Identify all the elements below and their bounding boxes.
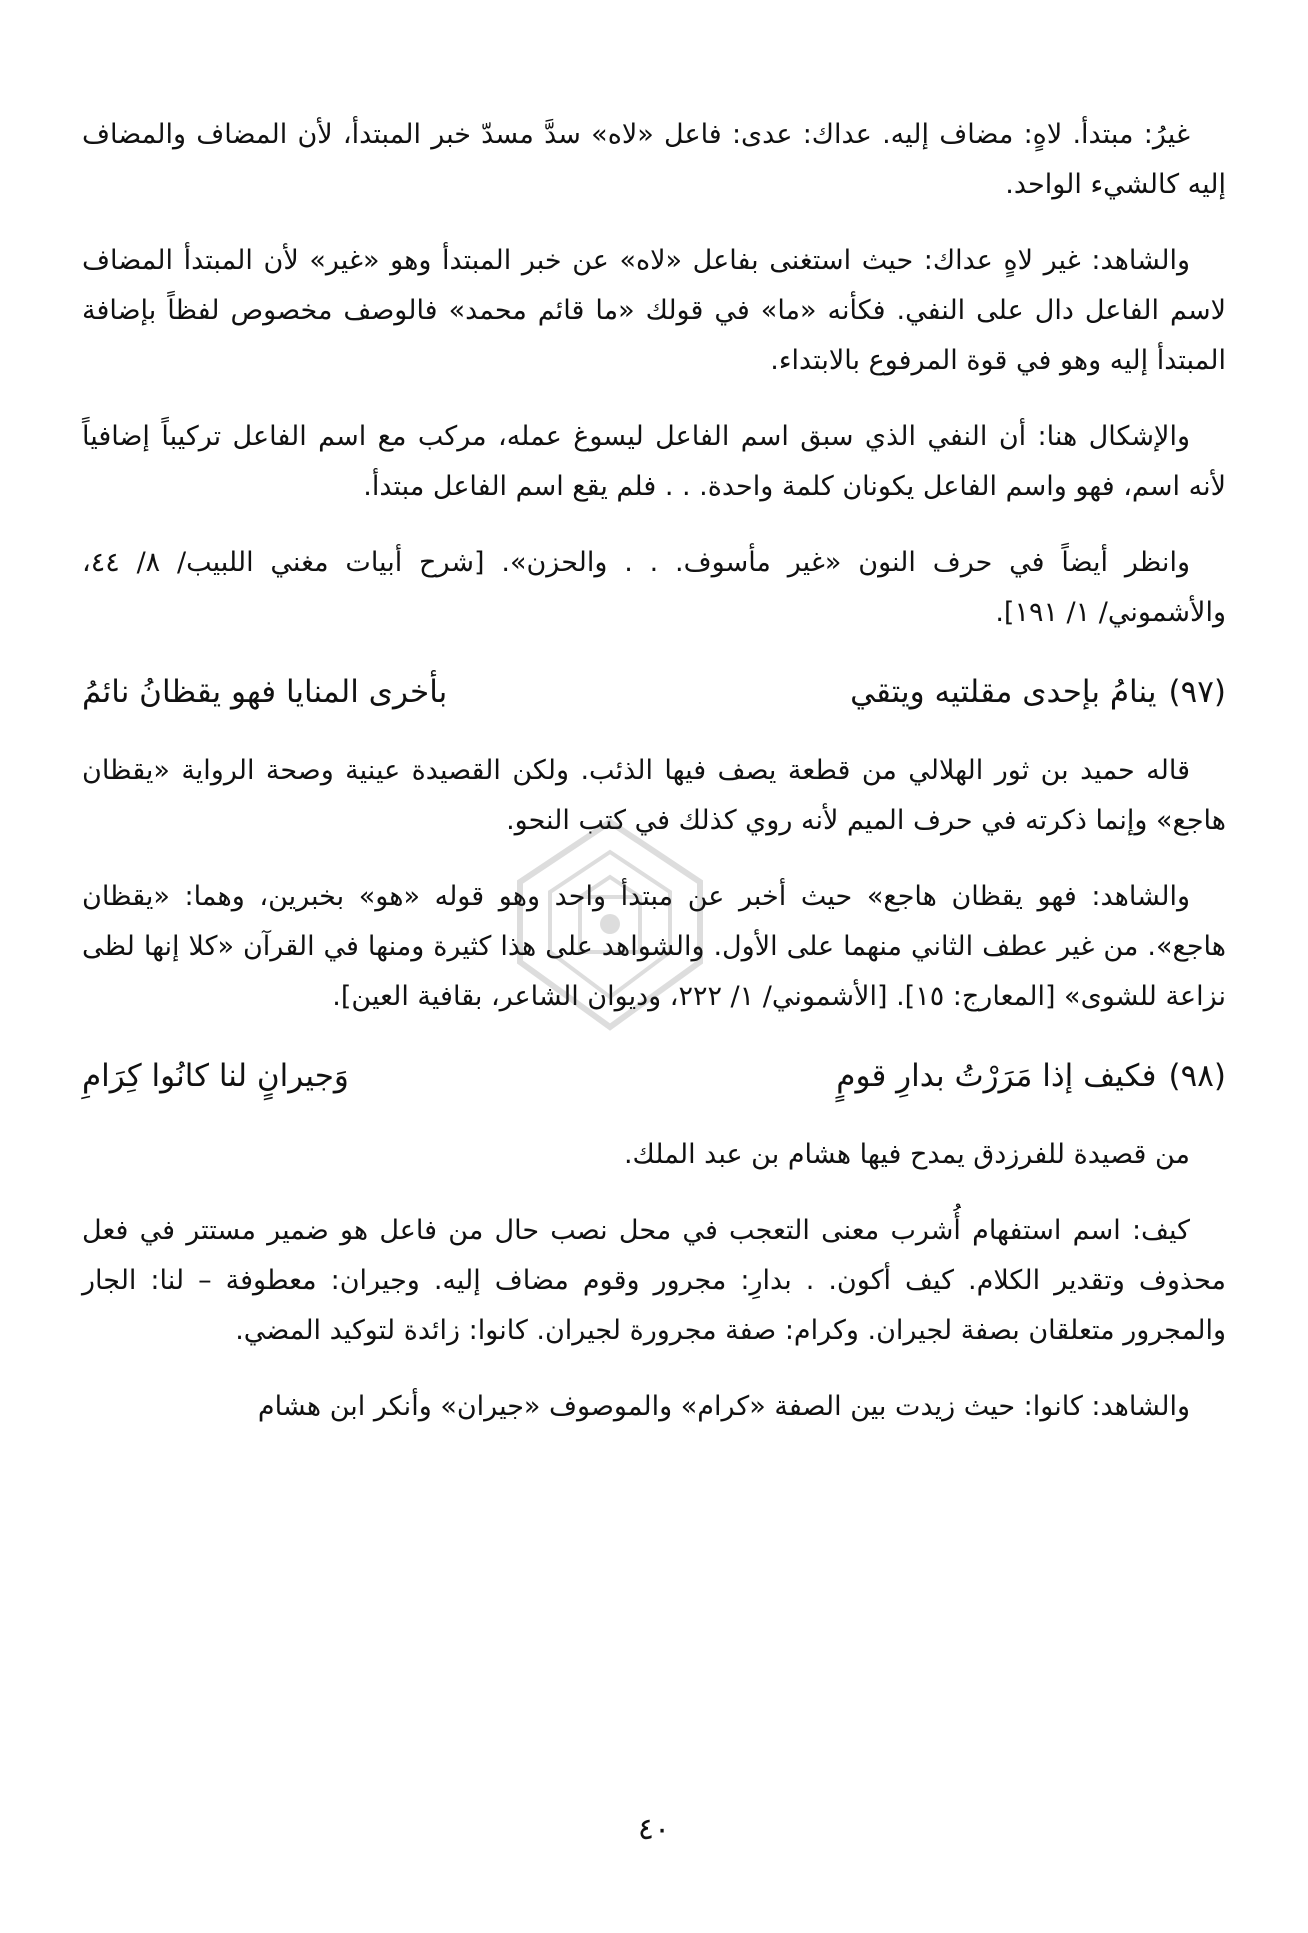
paragraph-shahid-98: والشاهد: كانوا: حيث زيدت بين الصفة «كرام» والموصوف «جيران» وأنكر ابن هشام <box>257 1391 1190 1422</box>
paragraph-irab-kayfa: كيف: اسم استفهام أُشرب معنى التعجب في محل نصب حال من فاعل هو ضمير مستتر في فعل محذوف وتقدير الكلام. كيف أكون. . بدارِ: مجرور وقوم مضاف إليه. وجيران: معطوفة – لنا: الجار والمجرور متعلقان بصفة لجيران. وكرام: صفة مجرورة لجيران. كانوا: زائدة لتوكيد المضي. <box>82 1215 1226 1346</box>
paragraph-reference: وانظر أيضاً في حرف النون «غير مأسوف. . . والحزن». [شرح أبيات مغني اللبيب/ ٨/ ٤٤، والأشموني/ ١/ ١٩١]. <box>82 547 1226 628</box>
paragraph-source-98: من قصيدة للفرزدق يمدح فيها هشام بن عبد الملك. <box>623 1139 1190 1170</box>
paragraph-source-97: قاله حميد بن ثور الهلالي من قطعة يصف فيها الذئب. ولكن القصيدة عينية وصحة الرواية «يقظان هاجع» وإنما ذكرته في حرف الميم لأنه روي كذلك في كتب النحو. <box>82 755 1226 836</box>
paragraph-ishkal: والإشكال هنا: أن النفي الذي سبق اسم الفاعل ليسوغ عمله، مركب مع اسم الفاعل تركيباً إضافياً لأنه اسم، فهو واسم الفاعل يكونان كلمة واحدة. . . فلم يقع اسم الفاعل مبتدأ. <box>82 421 1226 502</box>
page-body <box>82 110 1226 1933</box>
verse-number: (٩٧) <box>1168 674 1226 710</box>
verse-second-hemistich: وَجيرانٍ لنا كانُوا كِرَامِ <box>81 1058 349 1094</box>
paragraph-irab-ghayr: غيرُ: مبتدأ. لاهٍ: مضاف إليه. عداك: عدى: فاعل «لاه» سدَّ مسدّ خبر المبتدأ، لأن المضاف والمضاف إليه كالشيء الواحد. <box>82 119 1226 200</box>
verse-first-hemistich: فكيف إذا مَرَرْتُ بدارِ قومٍ <box>836 1058 1157 1094</box>
verse-number: (٩٨) <box>1168 1058 1226 1094</box>
verse-first-hemistich: ينامُ بإحدى مقلتيه ويتقي <box>850 674 1157 710</box>
paragraph-shahid-ghayr: والشاهد: غير لاهٍ عداك: حيث استغنى بفاعل «لاه» عن خبر المبتدأ وهو «غير» لأن المبتدأ المضاف لاسم الفاعل دال على النفي. فكأنه «ما» في قولك «ما قائم محمد» فالوصف مخصوص لفظاً بإضافة المبتدأ إليه وهو في قوة المرفوع بالابتداء. <box>82 245 1226 376</box>
verse-second-hemistich: بأخرى المنايا فهو يقظانُ نائمُ <box>82 674 448 710</box>
verse-97 <box>82 664 1226 720</box>
verse-98 <box>82 1048 1226 1104</box>
paragraph-shahid-97: والشاهد: فهو يقظان هاجع» حيث أخبر عن مبتدأ واحد وهو قوله «هو» بخبرين، وهما: «يقظان هاجع». من غير عطف الثاني منهما على الأول. والشواهد على هذا كثيرة ومنها في القرآن «كلا إنها لظى نزاعة للشوى» [المعارج: ١٥]. [الأشموني/ ١/ ٢٢٢، وديوان الشاعر، بقافية العين]. <box>82 881 1226 1012</box>
page-number: ٤٠ <box>637 1812 671 1847</box>
